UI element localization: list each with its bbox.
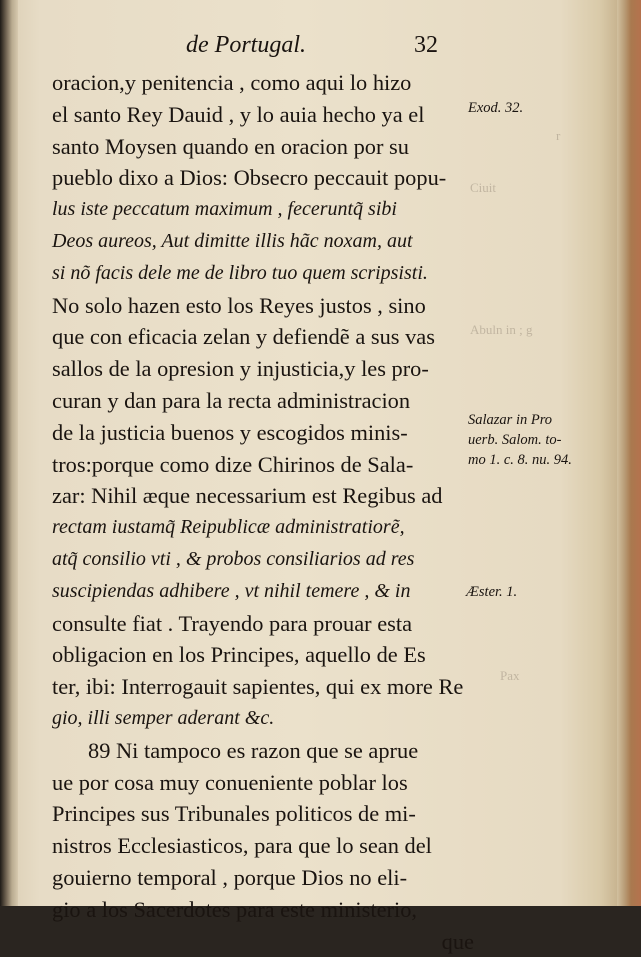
text-line: Principes sus Tribunales politicos de mi-	[52, 801, 416, 827]
text-line: santo Moysen quando en oracion por su	[52, 133, 409, 159]
marginal-note-exodus: Exod. 32.	[468, 100, 524, 116]
text-line: sallos de la opresion y injusticia,y les pro-	[52, 356, 429, 382]
text-line-latin: lus iste peccatum maximum , feceruntq̃ sibi	[52, 198, 397, 221]
text-line-latin: suscipiendas adhibere , vt nihil temere , & in	[52, 579, 411, 602]
text-line: consulte fiat . Trayendo para prouar esta	[52, 610, 413, 636]
page-number: 32	[414, 32, 438, 58]
page-edge	[617, 0, 641, 906]
text-line-latin: Deos aureos, Aut dimitte illis hãc noxam, aut	[52, 229, 413, 252]
text-line: gio a los Sacerdotes para este ministerio,	[52, 896, 417, 922]
show-through-mark: Abuln in ; g	[470, 322, 533, 337]
show-through-mark: r	[556, 128, 561, 143]
text-line: obligacion en los Principes, aquello de Es	[52, 642, 426, 668]
book-gutter	[0, 0, 18, 906]
text-line: ter, ibi: Interrogauit sapientes, qui ex more Re	[52, 674, 464, 700]
marginal-note-line: uerb. Salom. to-	[468, 432, 562, 448]
running-head: de Portugal.	[186, 32, 306, 58]
text-line: pueblo dixo a Dios: Obsecro peccauit popu-	[52, 165, 447, 191]
show-through-mark: Pax	[500, 668, 520, 683]
marginal-note-line: mo 1. c. 8. nu. 94.	[468, 452, 572, 468]
text-line-latin: atq̃ consilio vti , & probos consiliarios ad res	[52, 547, 415, 570]
marginal-note-esther: Æster. 1.	[466, 584, 518, 600]
marginal-note-salazar	[468, 410, 572, 470]
text-line: de la justicia buenos y escogidos minis-	[52, 419, 408, 445]
page-header	[186, 28, 476, 68]
catchword: que	[441, 928, 474, 954]
body-text	[52, 67, 474, 957]
text-line: nistros Ecclesiasticos, para que lo sean del	[52, 833, 432, 859]
text-line: oracion,y penitencia , como aqui lo hizo	[52, 70, 412, 95]
text-line: tros:porque como dize Chirinos de Sala-	[52, 451, 414, 477]
marginal-note-line: Salazar in Pro	[468, 412, 553, 428]
text-line: No solo hazen esto los Reyes justos , sino	[52, 292, 426, 318]
text-line: el santo Rey Dauid , y lo auia hecho ya el	[52, 101, 425, 127]
text-line: que con eficacia zelan y defiendẽ a sus vas	[52, 324, 435, 350]
text-line-latin: gio, illi semper aderant &c.	[52, 706, 275, 729]
text-line: gouierno temporal , porque Dios no eli-	[52, 864, 408, 890]
text-line: zar: Nihil æque necessarium est Regibus ad	[52, 483, 443, 509]
text-line: ue por cosa muy conueniente poblar los	[52, 769, 408, 795]
text-line: curan y dan para la recta administracion	[52, 387, 411, 413]
text-line-latin: si nõ facis dele me de libro tuo quem scripsisti.	[52, 261, 428, 284]
show-through-mark: Ciuit	[470, 180, 497, 195]
paragraph-start: 89 Ni tampoco es razon que se aprue	[88, 737, 419, 763]
text-line-latin: rectam iustamq̃ Reipublicæ administratiorẽ,	[52, 516, 405, 539]
